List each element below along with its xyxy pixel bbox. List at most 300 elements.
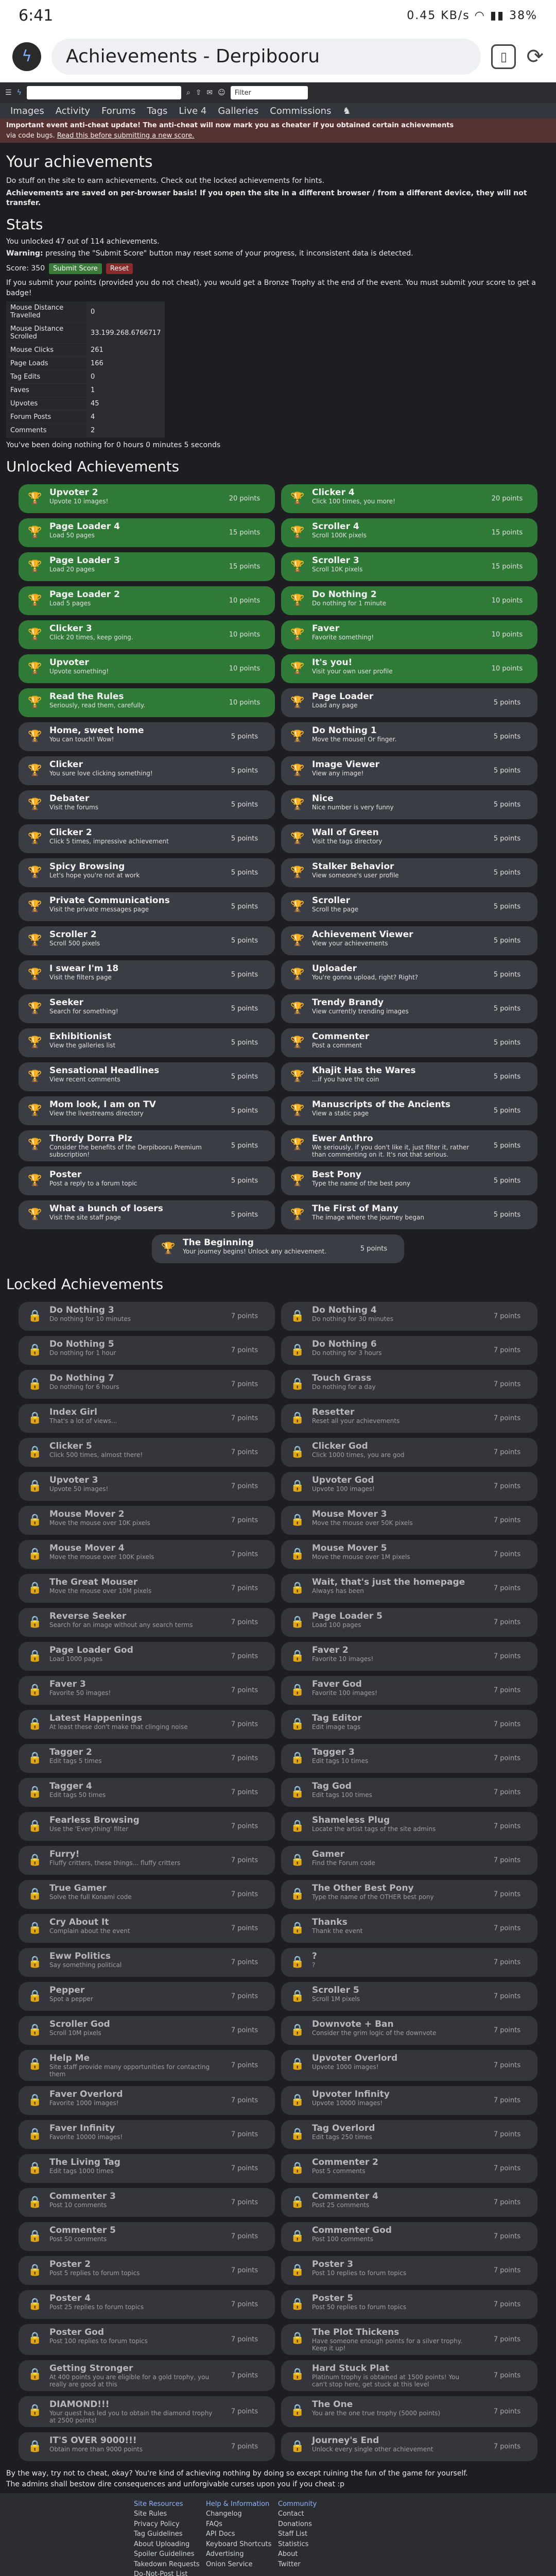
filter-select[interactable] [231,86,308,99]
achievement-card [19,994,275,1023]
achievement-name: Clicker 2 [49,827,92,838]
achievement-name: Commenter 3 [49,2191,116,2201]
achievement-name: IT'S OVER 9000!!! [49,2435,137,2446]
achievement-name: Cry About It [49,1917,109,1927]
achievement-desc: Move the mouse over 1M pixels [312,1553,410,1561]
achievement-name: Mouse Mover 3 [312,1509,387,1519]
trophy-icon: 🏆 [290,764,305,777]
achievement-desc: Click 100 times, you more! [312,497,395,505]
footer-link[interactable]: Privacy Policy [134,2520,180,2528]
footer-link[interactable]: Keyboard Shortcuts [206,2540,272,2548]
achievement-card [281,1914,537,1943]
upload-icon[interactable]: ⇧ [195,89,202,97]
menu-item-galleries[interactable]: Galleries [218,105,259,116]
achievement-name: Do Nothing 6 [312,1338,377,1349]
trophy-icon: 🏆 [28,934,42,947]
achievement-desc: Edit tags 250 times [312,2133,372,2141]
notice-line: Important event anti-cheat update! The anti-cheat will now mark you as cheater if you obtained certain achievements [6,122,454,129]
lock-icon: 🔒 [28,2128,42,2141]
achievement-card [19,620,275,649]
footer-link[interactable]: FAQs [206,2520,222,2528]
achievement-card [19,892,275,921]
achievement-desc: Thank the event [312,1927,363,1935]
reload-icon[interactable]: ⟳ [526,44,544,69]
achievement-points: 7 points [493,1516,521,1524]
stats-table [6,301,165,437]
achievement-points: 5 points [360,1245,388,1253]
achievement-card [281,1062,537,1091]
achievement-card [281,2154,537,2183]
achievement-name: Clicker God [312,1440,368,1451]
footer-link[interactable]: Advertising [206,2550,244,2558]
stat-label: Mouse Clicks [6,344,86,357]
achievement-name: Touch Grass [312,1372,372,1383]
achievement-card [281,722,537,751]
achievement-points: 5 points [493,1142,521,1150]
achievement-points: 7 points [231,1924,258,1933]
achievement-name: Thordy Dorra Plz [49,1133,133,1144]
trophy-icon: 🏆 [28,1104,42,1117]
wifi-icon: ◠ [474,9,485,22]
search-icon[interactable]: ⌕ [186,89,190,97]
achievement-desc: Scroll 10K pixels [312,565,363,573]
page-title-in-address-bar: Achievements - Derpibooru [66,46,320,67]
submit-warning [6,249,550,259]
achievement-name: Clicker 4 [312,487,355,498]
achievement-desc: You sure love clicking something! [49,769,153,777]
achievement-card [19,2432,275,2461]
achievement-name: Stalker Behavior [312,861,394,872]
trophy-icon: 🏆 [290,900,305,913]
user-icon[interactable]: ☺ [218,89,225,97]
achievement-desc: Consider the grim logic of the downvote [312,2029,437,2037]
achievement-card [19,2360,275,2391]
trophy-icon: 🏆 [290,866,305,879]
achievement-desc: Move the mouse over 50K pixels [312,1519,413,1527]
achievement-name: Mom look, I am on TV [49,1099,156,1110]
achievement-desc: Do nothing for 1 minute [312,599,387,607]
achievement-name: It's you! [312,657,353,668]
footer-link[interactable]: Site Rules [134,2510,167,2518]
achievement-name: Scroller 3 [312,555,359,566]
lock-icon: 🔒 [290,1412,305,1425]
achievement-card [19,1676,275,1705]
achievement-name: Tagger 2 [49,1747,92,1757]
achievement-card [281,688,537,717]
achievement-points: 5 points [493,971,521,979]
menu-item-live[interactable]: Live 4 [179,105,207,116]
achievement-name: Sensational Headlines [49,1065,160,1076]
achievement-desc: Type the name of the best pony [312,1179,411,1187]
status-indicators [407,9,537,22]
achievement-desc: Favorite 100 images! [312,1689,377,1697]
achievement-name: Read the Rules [49,691,124,702]
achievement-points: 5 points [231,767,258,775]
achievement-name: DIAMOND!!! [49,2399,110,2410]
menu-item-forums[interactable]: Forums [101,105,136,116]
achievement-points: 7 points [231,1346,258,1354]
footer-link[interactable]: API Docs [206,2530,235,2538]
achievement-desc: Use the 'Everything' filter [49,1825,129,1833]
achievement-points: 7 points [231,1652,258,1660]
achievement-desc: You can touch! Wow! [49,735,114,743]
achievement-points: 5 points [231,1039,258,1047]
footer-link[interactable]: Contact [278,2510,304,2518]
site-favicon-icon[interactable]: ϟ [12,42,41,71]
stat-value: 33.199.268.6766717 [86,323,165,344]
footer-link[interactable]: Staff List [278,2530,308,2538]
achievement-points: 7 points [493,1992,521,2001]
footer-link[interactable]: Changelog [206,2510,242,2518]
address-bar[interactable] [51,39,481,75]
achievement-points: 7 points [231,1414,258,1422]
footer-link[interactable]: About Uploading [134,2540,190,2548]
footer-link[interactable]: Donations [278,2520,312,2528]
achievement-points: 7 points [493,1924,521,1933]
notice-link[interactable]: Read this before submitting a new score. [57,131,195,140]
achievement-name: Pepper [49,1985,85,1995]
achievement-desc: Edit tags 50 times [49,1791,106,1799]
achievement-points: 7 points [493,1414,521,1422]
page-title: Your achievements [6,153,153,171]
achievement-name: Getting Stronger [49,2363,133,2374]
achievement-points: 7 points [493,2266,521,2275]
footer-link[interactable]: Tag Guidelines [134,2530,183,2538]
achievement-desc: Post 10 comments [49,2201,107,2209]
search-input[interactable] [27,86,181,99]
lock-icon: 🔒 [28,2230,42,2243]
achievement-desc: Have someone enough points for a silver trophy. Keep it up! [312,2337,462,2352]
trophy-icon: 🏆 [290,1138,305,1151]
achievement-desc: Complain about the event [49,1927,130,1935]
achievement-points: 7 points [493,2130,521,2139]
achievement-name: Scroller 2 [49,929,97,940]
lock-icon: 🔒 [28,1616,42,1629]
achievement-card [19,1608,275,1637]
achievement-name: Uploader [312,963,357,974]
achievement-desc: View any image! [312,769,364,777]
achievement-desc: The image where the journey began [312,1213,424,1221]
achievement-points: 5 points [231,869,258,877]
menu-icon[interactable]: ☰ [5,89,12,97]
achievement-points: 7 points [493,2335,521,2344]
lock-icon: 🔒 [290,2264,305,2277]
trophy-icon: 🏆 [28,866,42,879]
menu-item-activity[interactable]: Activity [55,105,91,116]
stat-label: Comments [6,424,86,437]
achievement-points: 7 points [231,2266,258,2275]
achievement-desc: You are the one true trophy (5000 points) [312,2409,441,2417]
achievement-desc: Do nothing for 3 hours [312,1349,382,1357]
achievement-card [281,1982,537,2011]
idle-time: You've been doing nothing for 0 hours 0 minutes 5 seconds [6,441,221,450]
trophy-icon: 🏆 [290,832,305,845]
lock-icon: 🔒 [28,1548,42,1561]
achievement-name: Journey's End [312,2435,379,2446]
lock-icon: 🔒 [290,1446,305,1459]
achievement-points: 5 points [231,1005,258,1013]
achievement-points: 5 points [493,733,521,741]
footer-link[interactable]: About [278,2550,298,2558]
achievement-points: 5 points [231,1177,258,1185]
browser-warning: Achievements are saved on per-browser basis! If you open the site in a different browser / from a different device, they will not transfer. [6,189,527,208]
stats-row [6,344,165,357]
achievement-desc: Load any page [312,701,358,709]
achievement-points: 7 points [493,2026,521,2035]
footer-column-heading: Community [278,2500,317,2508]
achievement-desc: Search for an image without any search terms [49,1621,193,1629]
achievement-points: 5 points [231,1142,258,1150]
footer-link[interactable]: Onion Service [206,2560,253,2568]
event-icon[interactable]: ♞ [342,105,351,116]
achievement-card [19,1744,275,1773]
submit-score-button[interactable]: Submit Score [49,263,102,274]
achievement-card [19,1880,275,1909]
achievement-points: 7 points [231,1380,258,1388]
footer-column [278,2499,350,2576]
achievement-points: 5 points [493,801,521,809]
achievement-card [281,1166,537,1195]
stat-label: Faves [6,384,86,397]
site-footer [0,2493,556,2576]
achievement-points: 5 points [493,1177,521,1185]
lock-icon: 🔒 [28,1344,42,1357]
achievement-card [19,2256,275,2285]
achievement-points: 5 points [231,903,258,911]
achievement-points: 5 points [231,801,258,809]
trophy-icon: 🏆 [28,492,42,505]
achievement-desc: At 400 points you are eligible for a gold trophy, you really are good at this [49,2373,210,2388]
achievement-name: Achievement Viewer [312,929,413,940]
stat-label: Tag Edits [6,370,86,384]
lock-icon: 🔒 [28,2024,42,2037]
achievement-name: Commenter God [312,2225,392,2235]
achievement-name: Faver 2 [312,1645,349,1655]
achievement-name: Downvote + Ban [312,2019,394,2029]
lock-icon: 🔒 [290,1582,305,1595]
achievement-card [19,2290,275,2319]
achievement-points: 5 points [231,937,258,945]
stat-value: 166 [86,357,165,370]
lock-icon: 🔒 [28,1854,42,1867]
stats-row [6,370,165,384]
trophy-icon: 🏆 [290,696,305,709]
achievement-points: 15 points [229,563,260,571]
achievement-points: 7 points [493,2164,521,2173]
home-logo-icon[interactable]: ϟ [16,89,22,97]
achievement-points: 10 points [491,665,523,673]
footer-link[interactable]: Spoiler Guidelines [134,2550,195,2558]
achievement-points: 5 points [493,835,521,843]
lock-icon: 🔒 [290,1616,305,1629]
achievement-card [19,552,275,581]
achievement-points: 7 points [493,1584,521,1592]
achievement-card [19,1506,275,1535]
achievement-desc: Scroll 1M pixels [312,1995,360,2003]
achievement-name: Clicker 3 [49,623,92,634]
achievement-card [19,1166,275,1195]
achievement-desc: Edit tags 100 times [312,1791,372,1799]
reset-button[interactable]: Reset [106,263,133,274]
achievement-points: 7 points [231,1686,258,1694]
trophy-icon: 🏆 [290,662,305,675]
achievement-desc: Upvote 100 images! [312,1485,375,1493]
achievement-card [19,2120,275,2149]
achievement-desc: Do nothing for 30 minutes [312,1315,393,1323]
achievement-card [19,2016,275,2045]
achievement-points: 15 points [491,529,523,537]
achievement-card [19,858,275,887]
stat-value: 261 [86,344,165,357]
achievement-name: Spicy Browsing [49,861,125,872]
achievement-card [19,1438,275,1467]
achievement-desc: ...if you have the coin [312,1075,379,1083]
achievement-name: Scroller 4 [312,521,359,532]
trophy-icon: 🏆 [290,934,305,947]
achievement-card [19,1370,275,1399]
achievement-desc: Scroll the page [312,905,359,913]
achievement-name: The Beginning [183,1237,254,1248]
achievement-desc: Post 50 replies to forum topics [312,2303,407,2311]
achievement-points: 7 points [493,2408,521,2416]
achievement-card [281,1744,537,1773]
achievement-desc: Upvote something! [49,667,109,675]
achievement-desc: Type the name of the OTHER best pony [312,1893,434,1901]
stat-value: 45 [86,397,165,411]
achievement-card [281,2290,537,2319]
menu-item-images[interactable]: Images [10,105,44,116]
achievement-name: Reverse Seeker [49,1611,127,1621]
achievement-desc: Nice number is very funny [312,803,394,811]
network-speed: 0.45 KB/s [407,9,470,22]
achievement-points: 7 points [493,2096,521,2105]
achievement-points: 7 points [231,2061,258,2070]
achievement-name: Clicker 5 [49,1440,92,1451]
achievement-desc: Find the Forum code [312,1859,375,1867]
achievement-card [19,2222,275,2251]
achievement-name: Poster 4 [49,2293,91,2303]
achievement-points: 7 points [231,1618,258,1626]
achievement-card [19,688,275,717]
lock-icon: 🔒 [28,1888,42,1901]
achievement-name: Poster 3 [312,2259,354,2269]
achievement-name: Page Loader 4 [49,521,120,532]
achievement-name: Fearless Browsing [49,1815,140,1825]
achievement-name: Clicker [49,759,83,770]
achievement-points: 7 points [231,2443,258,2451]
achievement-card [281,2360,537,2391]
achievement-name: Best Pony [312,1169,361,1180]
lock-icon: 🔒 [290,1310,305,1323]
achievement-desc: Load 1000 pages [49,1655,103,1663]
lock-icon: 🔒 [290,1514,305,1527]
achievement-desc: Post 25 replies to forum topics [49,2303,144,2311]
trophy-icon: 🏆 [290,1036,305,1049]
stats-row [6,424,165,437]
achievement-desc: View a static page [312,1109,369,1117]
achievement-desc: Load 20 pages [49,565,95,573]
locked-heading: Locked Achievements [6,1275,164,1293]
achievement-card [19,2188,275,2217]
lock-icon: 🔒 [28,1752,42,1765]
achievement-desc: View recent comments [49,1075,120,1083]
stat-value: 2 [86,424,165,437]
achievement-name: Do Nothing 5 [49,1338,114,1349]
footer-link[interactable]: Takedown Requests [134,2560,200,2568]
achievement-card [281,1676,537,1705]
achievement-desc: Do nothing for 6 hours [49,1383,119,1391]
achievement-card [281,1642,537,1671]
footer-link[interactable]: Statistics [278,2540,309,2548]
menu-item-tags[interactable]: Tags [147,105,168,116]
achievement-points: 7 points [493,1890,521,1899]
achievement-desc: Seriously, read them, carefully. [49,701,146,709]
achievement-name: Latest Happenings [49,1713,143,1723]
lock-icon: 🔒 [290,1650,305,1663]
achievement-desc: Search for something! [49,1007,118,1015]
achievement-points: 7 points [231,2026,258,2035]
achievement-name: Index Girl [49,1406,98,1417]
lock-icon: 🔒 [28,2162,42,2175]
footer-column [134,2499,206,2576]
menu-item-commissions[interactable]: Commissions [270,105,332,116]
notification-icon[interactable]: ✉ [206,89,213,97]
achievement-card [281,1540,537,1569]
achievement-desc: View the galleries list [49,1041,116,1049]
stat-value: 1 [86,384,165,397]
achievement-name: Thanks [312,1917,348,1927]
lock-icon: 🔒 [290,2368,305,2381]
achievement-name: Do Nothing 1 [312,725,377,736]
achievement-card [281,926,537,955]
achievement-name: Faver Overlord [49,2089,123,2099]
trophy-icon: 🏆 [290,526,305,539]
site-header [0,82,556,103]
bronze-note: If you submit your points (provided you do not cheat), you would get a Bronze Trophy at the end of the event. You must submit your score to get a badge! [6,278,536,297]
achievement-points: 7 points [493,1346,521,1354]
achievement-desc: Load 100 pages [312,1621,361,1629]
achievement-card [19,1540,275,1569]
reader-mode-icon[interactable]: ▯ [491,44,516,69]
achievement-desc: Upvote 10 images! [49,497,109,505]
achievement-name: Poster God [49,2327,105,2337]
achievement-name: Mouse Mover 5 [312,1543,387,1553]
lock-icon: 🔒 [28,2440,42,2453]
achievement-desc: Upvote 1000 images! [312,2063,379,2071]
achievement-points: 5 points [231,733,258,741]
achievement-card [281,756,537,785]
achievement-card [281,2050,537,2081]
trophy-icon: 🏆 [28,832,42,845]
footer-link[interactable]: Do-Not-Post List [134,2570,188,2576]
lock-icon: 🔒 [28,1480,42,1493]
lock-icon: 🔒 [28,2332,42,2345]
achievement-name: True Gamer [49,1883,107,1893]
achievement-name: Commenter 4 [312,2191,379,2201]
achievement-card [281,1506,537,1535]
achievement-card [19,790,275,819]
achievement-card [281,1096,537,1125]
lock-icon: 🔒 [28,1650,42,1663]
achievement-name: Exhibitionist [49,1031,112,1042]
achievement-points: 5 points [493,1073,521,1081]
trophy-icon: 🏆 [290,968,305,981]
achievement-card [19,926,275,955]
footer-link[interactable]: Twitter [278,2560,301,2568]
achievement-card [281,1370,537,1399]
achievement-name: I swear I'm 18 [49,963,119,974]
trophy-icon: 🏆 [28,730,42,743]
